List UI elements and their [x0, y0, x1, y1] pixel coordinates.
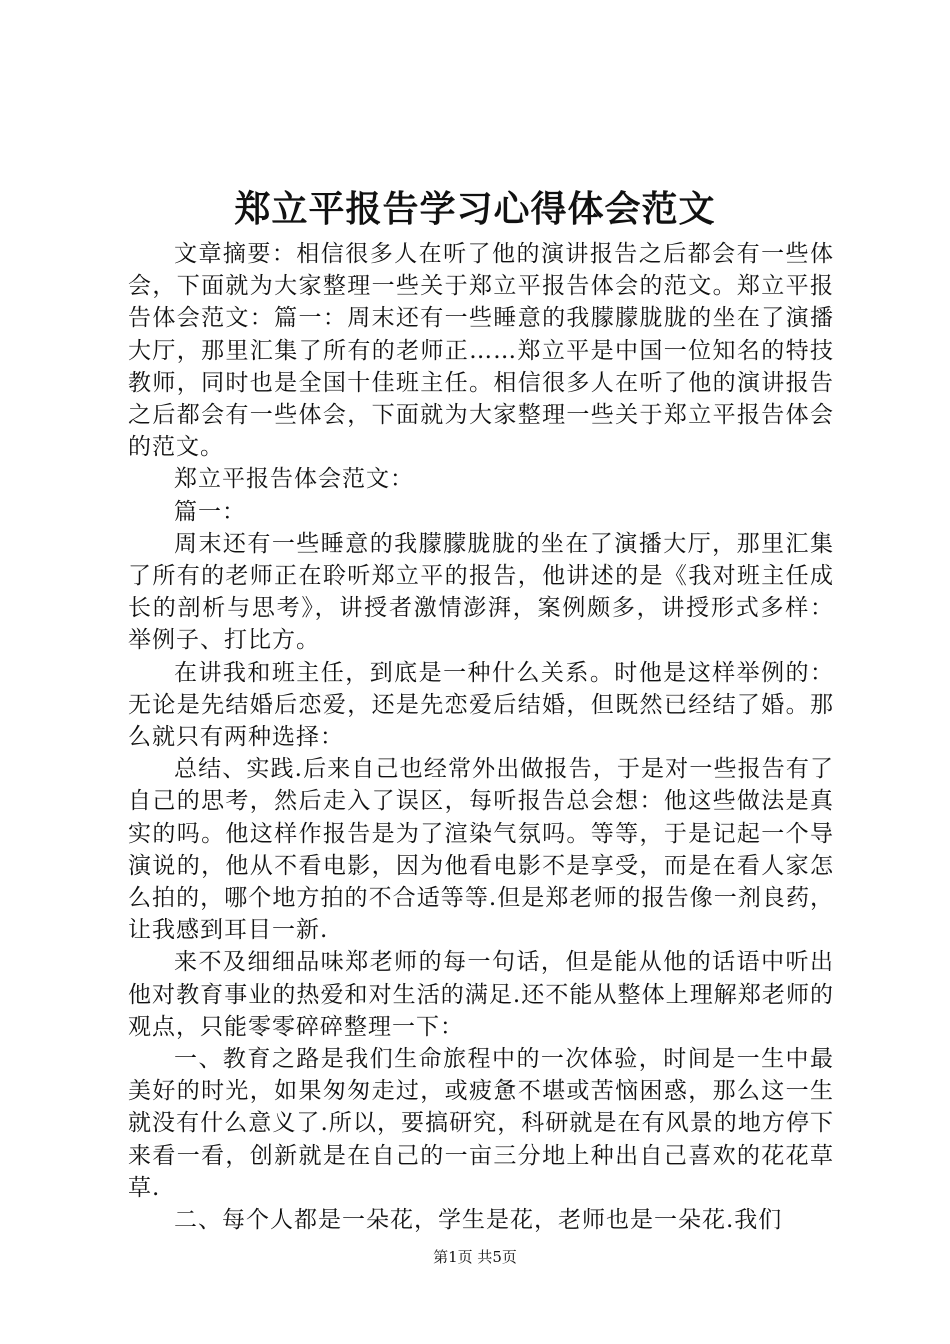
- paragraph-body: 周末还有一些睡意的我朦朦胧胧的坐在了演播大厅，那里汇集了所有的老师正在聆听郑立平的报告，他讲述的是《我对班主任成长的剖析与思考》，讲授者激情澎湃，案例颇多，讲授形式多样：举例子、打比方。: [128, 530, 834, 654]
- paragraph-section-heading: 郑立平报告体会范文：: [174, 466, 414, 493]
- document-body: [128, 238, 834, 1236]
- document-title: 郑立平报告学习心得体会范文: [234, 188, 716, 230]
- paragraph-body: 在讲我和班主任，到底是一种什么关系。时他是这样举例的：无论是先结婚后恋爱，还是先恋爱后结婚，但既然已经结了婚。那么就只有两种选择：: [128, 659, 834, 751]
- page-footer: 第1页 共5页: [433, 1248, 517, 1266]
- paragraph-abstract: 文章摘要：相信很多人在听了他的演讲报告之后都会有一些体会，下面就为大家整理一些关于郑立平报告体会的范文。郑立平报告体会范文：篇一：周末还有一些睡意的我朦朦胧胧的坐在了演播大厅，那里汇集了所有的老师正……郑立平是中国一位知名的特技教师，同时也是全国十佳班主任。相信很多人在听了他的演讲报告之后都会有一些体会，下面就为大家整理一些关于郑立平报告体会的范文。: [128, 241, 834, 461]
- paragraph-body: 总结、实践.后来自己也经常外出做报告，于是对一些报告有了自己的思考，然后走入了误区，每听报告总会想：他这些做法是真实的吗。他这样作报告是为了渲染气氛吗。等等，于是记起一个导演说的，他从不看电影，因为他看电影不是享受，而是在看人家怎么拍的，哪个地方拍的不合适等等.但是郑老师的报告像一剂良药，让我感到耳目一新.: [128, 756, 834, 944]
- paragraph-part-label: 篇一：: [174, 498, 246, 525]
- paragraph-body: 来不及细细品味郑老师的每一句话，但是能从他的话语中听出他对教育事业的热爱和对生活的满足.还不能从整体上理解郑老师的观点，只能零零碎碎整理一下：: [128, 949, 834, 1040]
- paragraph-body: 一、教育之路是我们生命旅程中的一次体验，时间是一生中最美好的时光，如果匆匆走过，或疲惫不堪或苦恼困惑，那么这一生就没有什么意义了.所以，要搞研究，科研就是在有风景的地方停下来看一看，创新就是在自己的一亩三分地上种出自己喜欢的花花草草.: [128, 1046, 834, 1201]
- paragraph-body: 二、每个人都是一朵花，学生是花，老师也是一朵花.我们: [174, 1207, 783, 1234]
